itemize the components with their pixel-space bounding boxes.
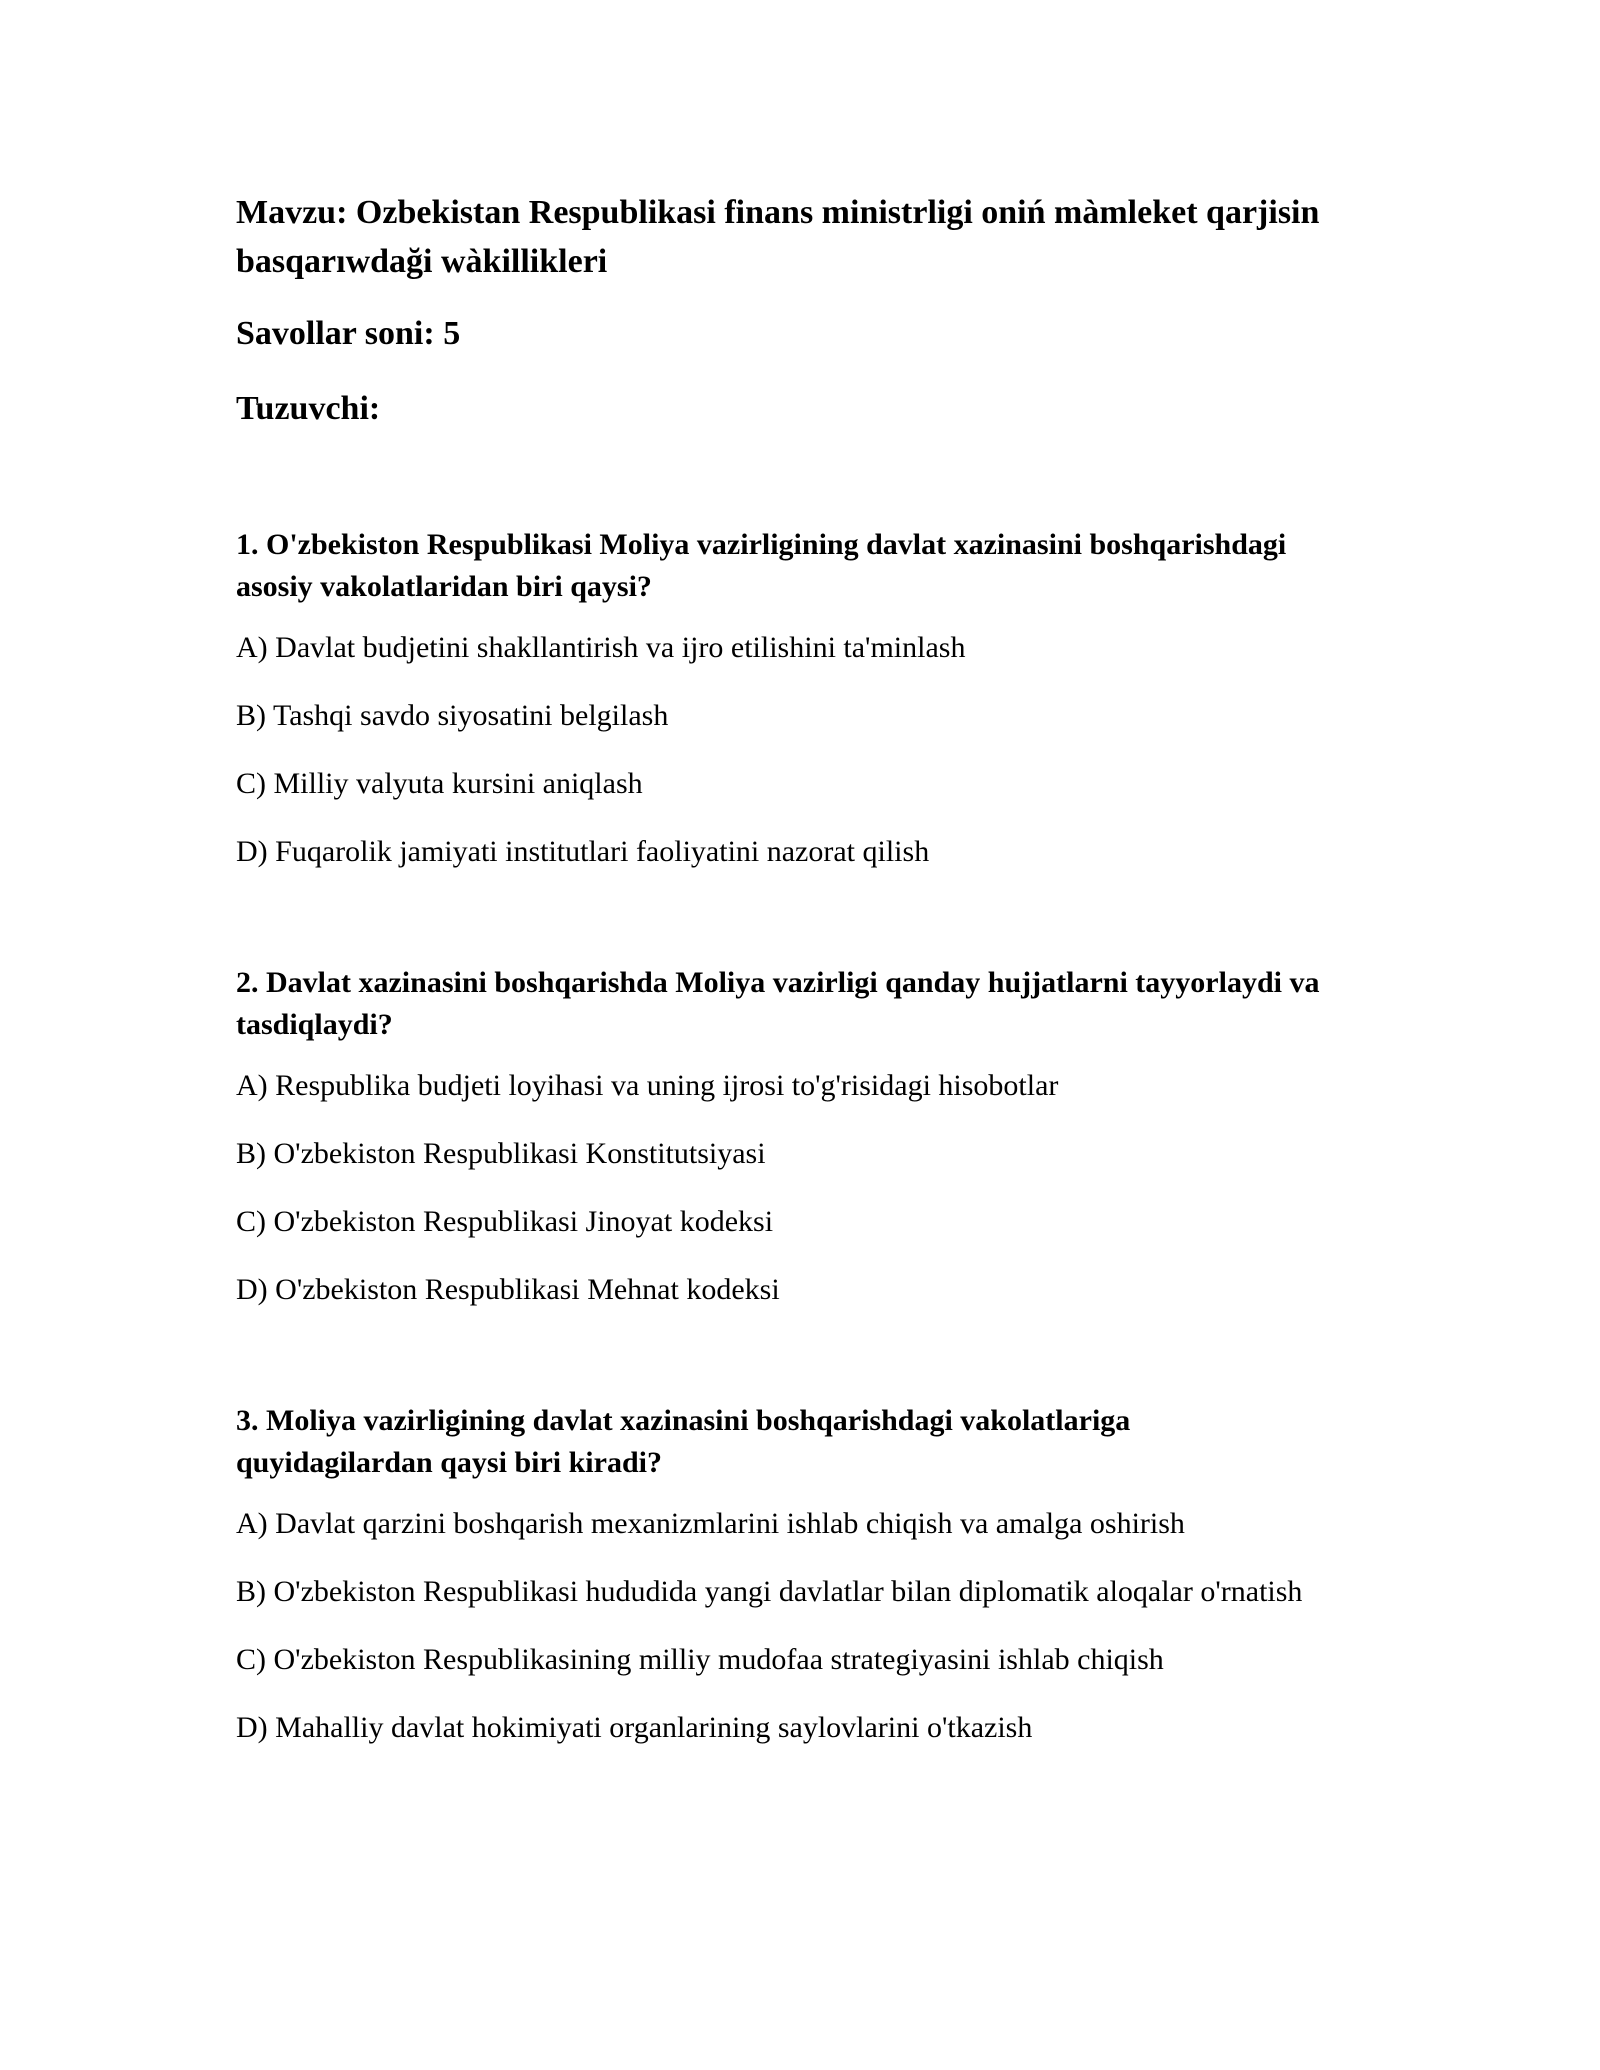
question-text: 2. Davlat xazinasini boshqarishda Moliya vazirligi qanday hujjatlarni tayyorlaydi va tasdiqlaydi?	[236, 966, 1320, 1041]
option-d: D) Mahalliy davlat hokimiyati organlarining saylovlarini o'tkazish	[236, 1711, 1033, 1744]
option-b: B) O'zbekiston Respublikasi hududida yangi davlatlar bilan diplomatik aloqalar o'rnatish	[236, 1575, 1303, 1608]
question-3	[236, 1400, 1386, 1746]
option-b: B) Tashqi savdo siyosatini belgilash	[236, 699, 669, 732]
author-label: Tuzuvchi:	[236, 390, 381, 427]
document-page	[236, 188, 1386, 1746]
option-a: A) Davlat qarzini boshqarish mexanizmlarini ishlab chiqish va amalga oshirish	[236, 1507, 1185, 1540]
option-d: D) O'zbekiston Respublikasi Mehnat kodeksi	[236, 1273, 780, 1306]
question-text: 3. Moliya vazirligining davlat xazinasini boshqarishdagi vakolatlariga quyidagilardan qaysi biri kiradi?	[236, 1404, 1131, 1479]
option-list	[236, 630, 1386, 870]
question-count: Savollar soni: 5	[236, 315, 461, 352]
option-a: A) Davlat budjetini shakllantirish va ijro etilishini ta'minlash	[236, 631, 966, 664]
document-title: Mavzu: Ozbekistan Respublikasi finans ministrligi oniń màmleket qarjisin basqarıwdaği wàkillikleri	[236, 194, 1320, 280]
option-a: A) Respublika budjeti loyihasi va uning ijrosi to'g'risidagi hisobotlar	[236, 1069, 1059, 1102]
option-c: C) O'zbekiston Respublikasining milliy mudofaa strategiyasini ishlab chiqish	[236, 1643, 1164, 1676]
option-c: C) O'zbekiston Respublikasi Jinoyat kodeksi	[236, 1205, 774, 1238]
option-b: B) O'zbekiston Respublikasi Konstitutsiyasi	[236, 1137, 766, 1170]
question-text: 1. O'zbekiston Respublikasi Moliya vazirligining davlat xazinasini boshqarishdagi asosiy vakolatlaridan biri qaysi?	[236, 528, 1287, 603]
option-c: C) Milliy valyuta kursini aniqlash	[236, 767, 643, 800]
option-list	[236, 1506, 1386, 1746]
question-1	[236, 524, 1386, 870]
option-list	[236, 1068, 1386, 1308]
option-d: D) Fuqarolik jamiyati institutlari faoliyatini nazorat qilish	[236, 835, 930, 868]
question-2	[236, 962, 1386, 1308]
